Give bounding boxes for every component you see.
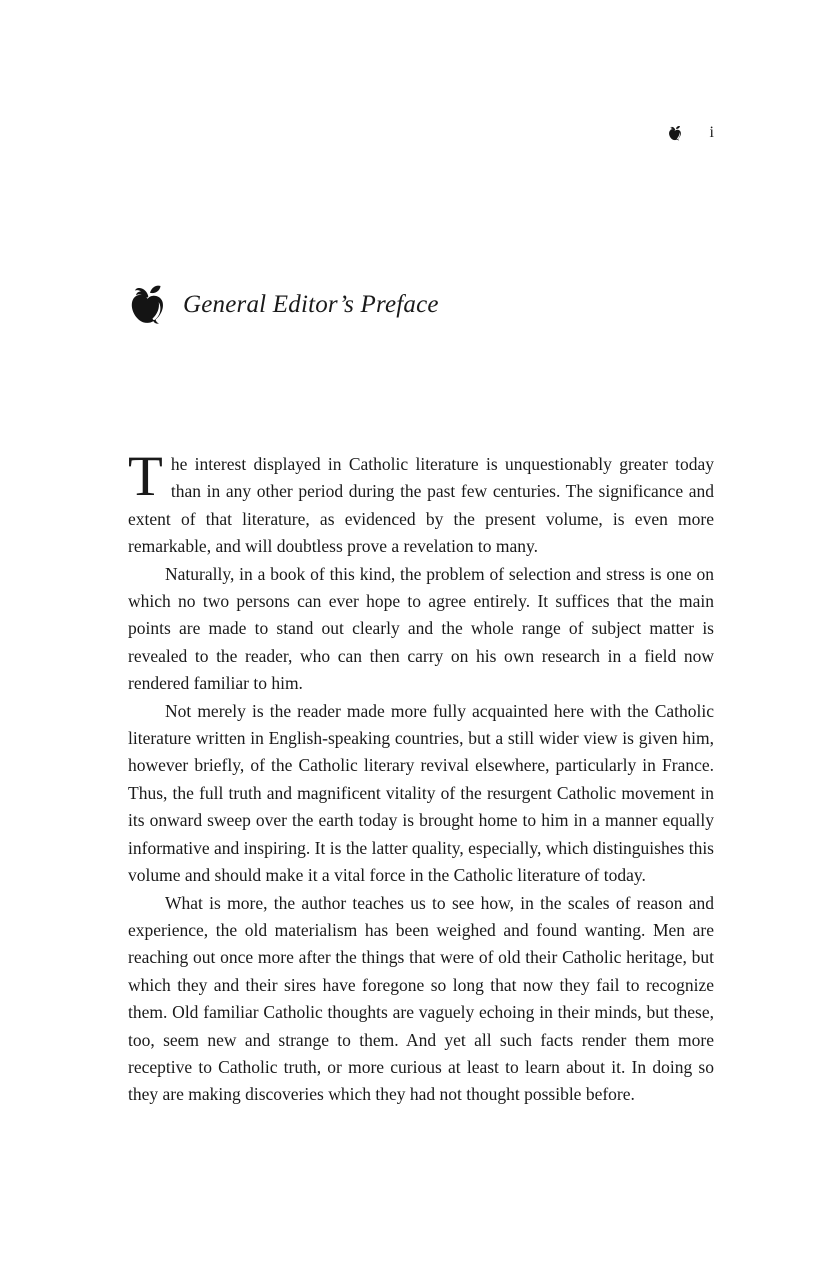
folio-line xyxy=(668,124,714,142)
body-text xyxy=(128,445,714,1109)
page-number: i xyxy=(709,124,714,141)
paragraph: Not merely is the reader made more fully acquainted here with the Catholic literature written in English-speaking countries, but a still wider view is given him, however briefly, of the Catholic literary revival elsewhere, particularly in France. Thus, the full truth and magnificent vitality of the resurgent Catholic movement in its onward sweep over the earth today is brought home to him in a manner equally informative and inspiring. It is the latter quality, especially, which distinguishes this volume and should make it a vital force in the Catholic literature of today. xyxy=(128,700,714,886)
paragraph: What is more, the author teaches us to see how, in the scales of reason and experience, the old materialism has been weighed and found wanting. Men are reaching out once more after the things that were of old their Catholic heritage, but which they and their sires have foregone so long that now they fail to recognize them. Old familiar Catholic thoughts are vaguely echoing in their minds, but these, too, seem new and strange to them. And yet all such facts render them more receptive to Catholic truth, or more curious at least to learn about it. In doing so they are making discoveries which they had not thought possible before. xyxy=(128,892,714,1105)
paragraph-text: he interest displayed in Catholic literature is unquestionably greater today than in any other period during the past few centuries. The significance and extent of that literature, as evidenced by the present volume, is even more remarkable, and will doubtless prove a revelation to many. xyxy=(128,454,714,557)
paragraph: Naturally, in a book of this kind, the problem of selection and stress is one on which no two persons can ever hope to agree entirely. It suffices that the main points are made to stand out clearly and the whole range of subject matter is revealed to the reader, who can then carry on his own research in a field now rendered familiar to him. xyxy=(128,563,714,694)
apple-ornament-icon xyxy=(129,283,166,328)
drop-cap: T xyxy=(128,445,163,508)
page-title: General Editor’s Preface xyxy=(183,290,439,318)
chapter-heading xyxy=(129,283,439,328)
paragraph xyxy=(128,445,714,561)
apple-ornament-icon xyxy=(668,125,682,142)
